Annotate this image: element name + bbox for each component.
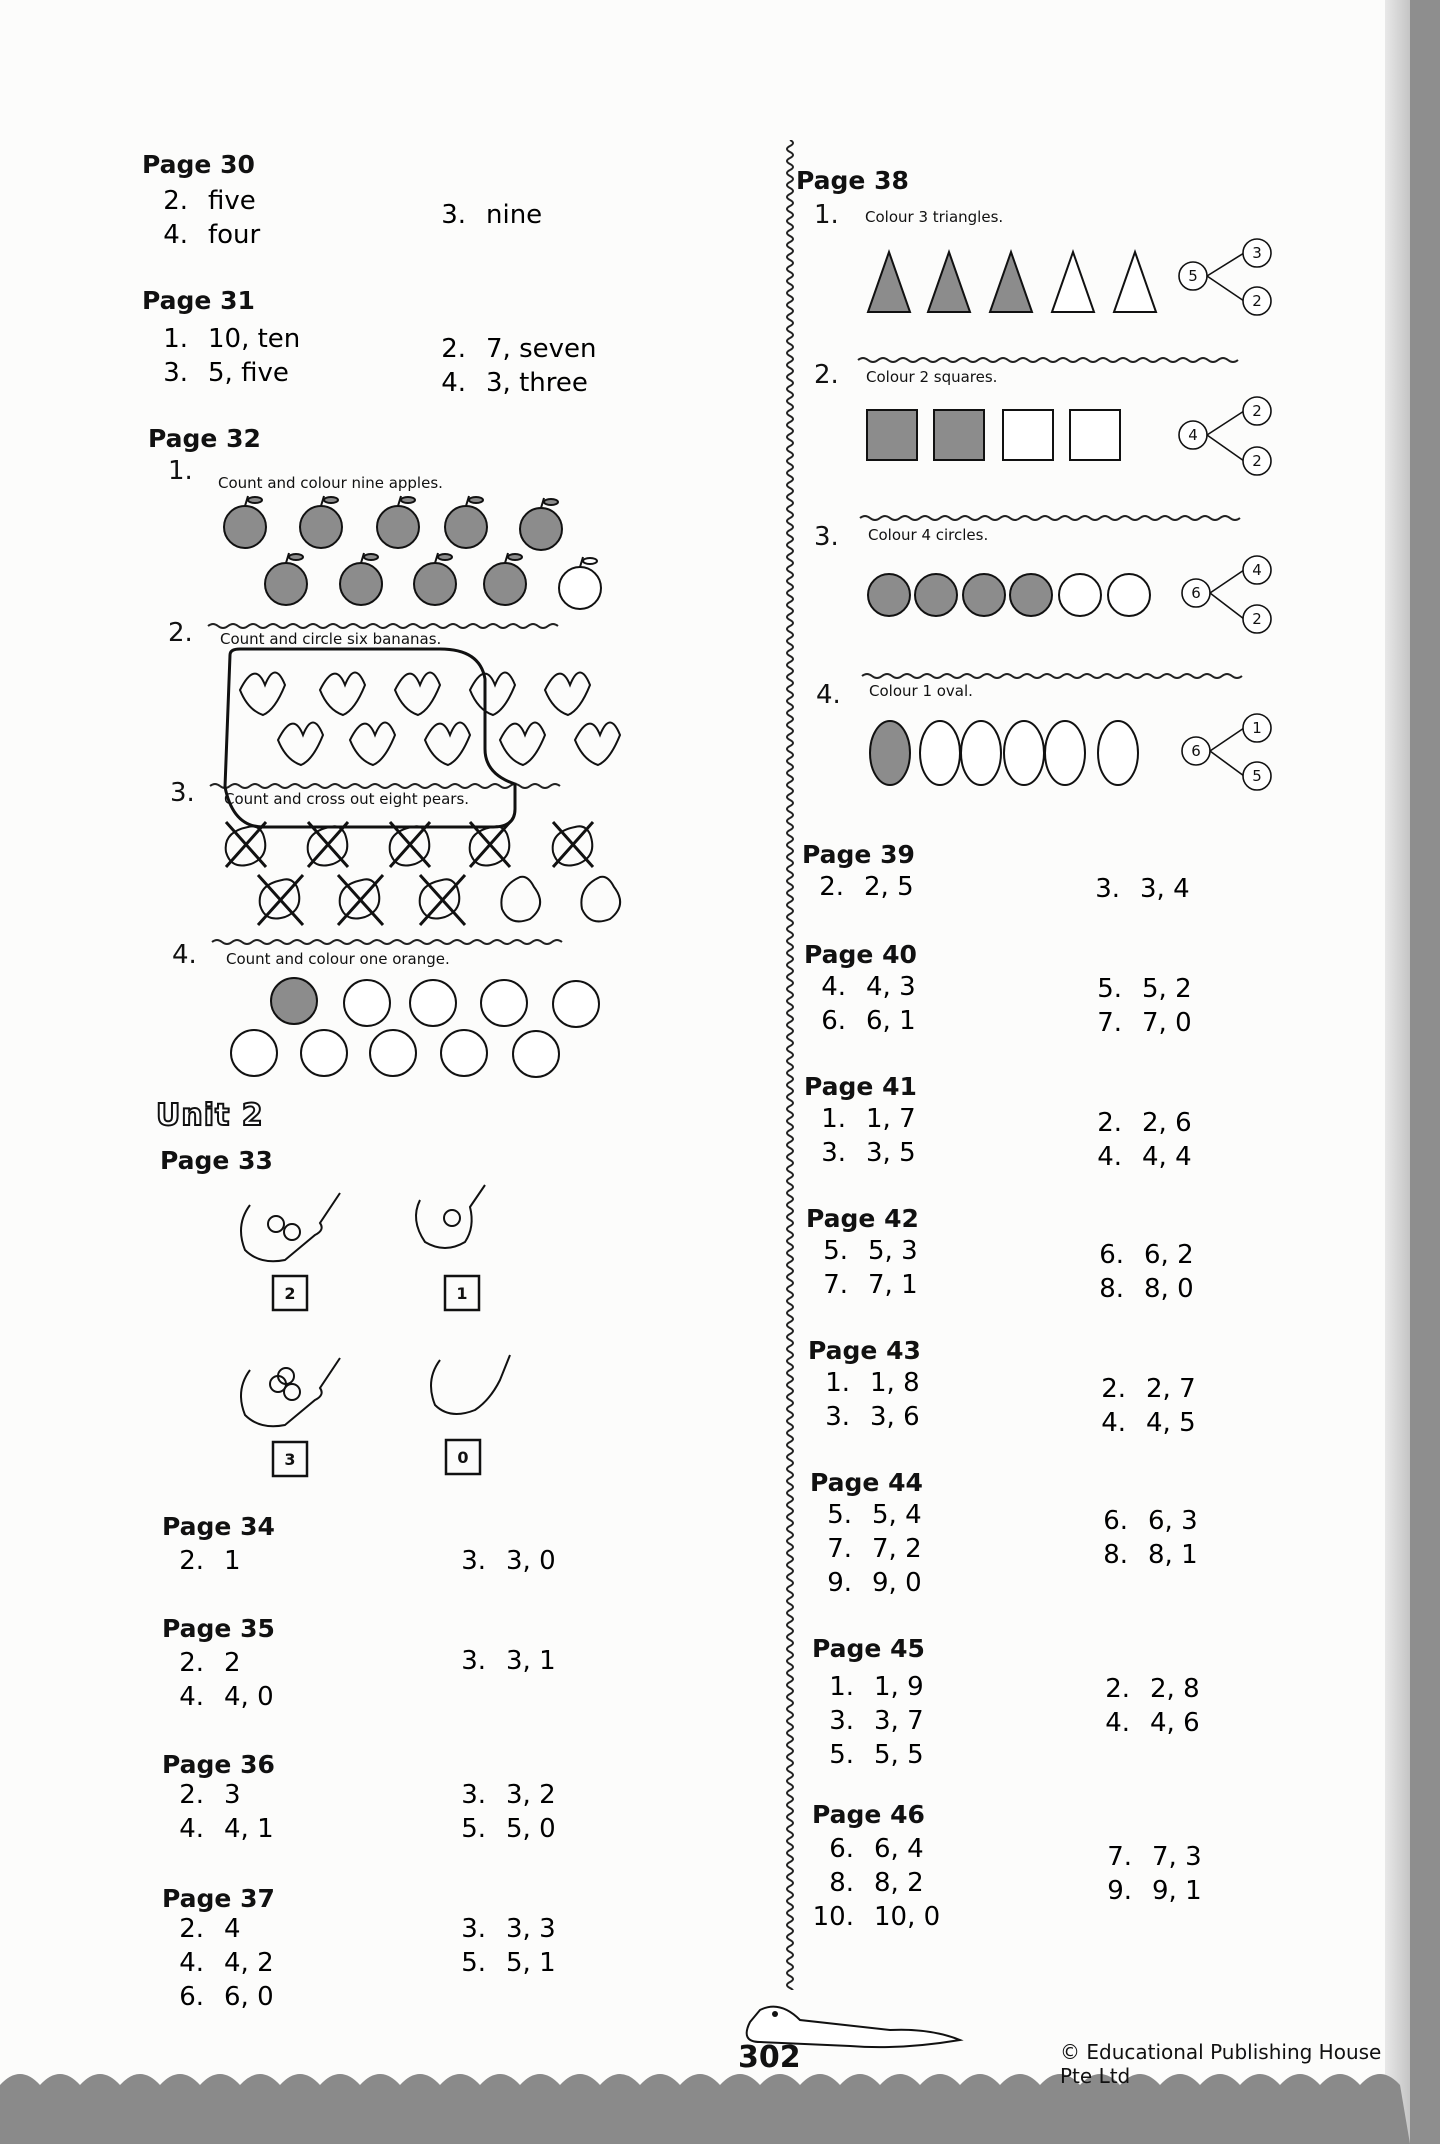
answer-number: 7. [827, 1534, 852, 1564]
section-title: Page 39 [802, 840, 915, 869]
answer-number: 6. [179, 1982, 204, 2012]
question-instruction: Colour 1 oval. [869, 682, 973, 700]
answer-number: 3. [821, 1138, 846, 1168]
answer-number: 3. [461, 1914, 486, 1944]
answer-text: 4, 5 [1146, 1408, 1196, 1438]
answer-number: 5. [827, 1500, 852, 1530]
unit-heading: Unit 2 [156, 1098, 264, 1133]
answer-number: 9. [1107, 1876, 1132, 1906]
answer-text: 4, 3 [866, 972, 916, 1002]
answer-text: 4, 4 [1142, 1142, 1192, 1172]
section-title: Page 40 [804, 940, 917, 969]
question-number: 3. [814, 522, 839, 552]
question-instruction: Colour 2 squares. [866, 368, 998, 386]
question-number: 4. [172, 940, 197, 970]
answer-number: 4. [179, 1948, 204, 1978]
answer-text: 2, 6 [1142, 1108, 1192, 1138]
answer-text: 4, 2 [224, 1948, 274, 1978]
answer-number: 2. [163, 186, 188, 216]
answer-number: 4. [1101, 1408, 1126, 1438]
bond-whole: 5 [1188, 267, 1198, 285]
answer-number: 2. [179, 1780, 204, 1810]
section-title: Page 32 [148, 424, 261, 453]
answer-text: 3, 1 [506, 1646, 556, 1676]
answer-text: 3, three [486, 368, 588, 398]
answer-number: 4. [821, 972, 846, 1002]
answer-text: 5, 2 [1142, 974, 1192, 1004]
section-title: Page 36 [162, 1750, 275, 1779]
answer-text: 8, 2 [874, 1868, 924, 1898]
answer-text: 1, 8 [870, 1368, 920, 1398]
question-instruction: Count and circle six bananas. [220, 630, 442, 648]
answer-number: 2. [179, 1914, 204, 1944]
answer-number: 4. [163, 220, 188, 250]
section-title: Page 44 [810, 1468, 923, 1497]
question-number: 2. [168, 618, 193, 648]
section-title: Page 34 [162, 1512, 275, 1541]
answer-text: 5, 5 [874, 1740, 924, 1770]
answer-number: 6. [1099, 1240, 1124, 1270]
question-instruction: Count and cross out eight pears. [224, 790, 470, 808]
bond-whole: 4 [1188, 426, 1198, 444]
section-title: Page 42 [806, 1204, 919, 1233]
answer-number: 2. [1097, 1108, 1122, 1138]
box-value: 0 [457, 1448, 469, 1467]
answer-text: nine [486, 200, 543, 230]
page-number: 302 [738, 2040, 801, 2075]
bond-part: 5 [1252, 767, 1262, 785]
answer-number: 7. [1097, 1008, 1122, 1038]
section-title: Page 30 [142, 150, 255, 179]
answer-number: 2. [179, 1546, 204, 1576]
answer-number: 10. [812, 1902, 854, 1932]
answer-text: 9, 0 [872, 1568, 922, 1598]
answer-text: five [208, 186, 256, 216]
answer-number: 3. [825, 1402, 850, 1432]
question-number: 4. [816, 680, 841, 710]
answer-text: 1 [224, 1546, 241, 1576]
answer-text: 10, ten [208, 324, 301, 354]
answer-text: 5, 0 [506, 1814, 556, 1844]
section-title: Page 33 [160, 1146, 273, 1175]
answer-number: 5. [1097, 974, 1122, 1004]
bond-part: 2 [1252, 610, 1262, 628]
answer-number: 2. [179, 1648, 204, 1678]
answer-text: 4 [224, 1914, 241, 1944]
answer-number: 1. [825, 1368, 850, 1398]
bond-part: 2 [1252, 292, 1262, 310]
answer-text: 3, 4 [1140, 874, 1190, 904]
box-value: 3 [284, 1450, 296, 1469]
question-number: 1. [814, 200, 839, 230]
answer-text: 5, 4 [872, 1500, 922, 1530]
answer-number: 9. [827, 1568, 852, 1598]
answer-number: 2. [1101, 1374, 1126, 1404]
answer-text: 3, 6 [870, 1402, 920, 1432]
answer-text: 7, seven [486, 334, 597, 364]
answer-text: 1, 9 [874, 1672, 924, 1702]
answer-number: 6. [1103, 1506, 1128, 1536]
answer-number: 3. [461, 1546, 486, 1576]
answer-number: 4. [179, 1682, 204, 1712]
answer-number: 7. [823, 1270, 848, 1300]
box-value: 2 [284, 1284, 296, 1303]
answer-text: 2 [224, 1648, 241, 1678]
answer-number: 6. [821, 1006, 846, 1036]
question-instruction: Colour 4 circles. [868, 526, 989, 544]
answer-text: 3, 7 [874, 1706, 924, 1736]
answer-text: 7, 3 [1152, 1842, 1202, 1872]
answer-number: 3. [163, 358, 188, 388]
answer-text: 5, five [208, 358, 289, 388]
box-value: 1 [456, 1284, 468, 1303]
answer-text: 8, 0 [1144, 1274, 1194, 1304]
answer-text: 7, 2 [872, 1534, 922, 1564]
answer-text: 3 [224, 1780, 241, 1810]
answer-text: 6, 0 [224, 1982, 274, 2012]
answer-text: 4, 1 [224, 1814, 274, 1844]
question-number: 1. [168, 456, 193, 486]
section-title: Page 31 [142, 286, 255, 315]
answer-number: 3. [461, 1646, 486, 1676]
answer-text: 2, 7 [1146, 1374, 1196, 1404]
bond-part: 1 [1252, 719, 1262, 737]
question-instruction: Count and colour one orange. [226, 950, 450, 968]
copyright-notice: © Educational Publishing House Pte Ltd [1060, 2040, 1382, 2088]
bond-part: 3 [1252, 244, 1262, 262]
answer-text: 10, 0 [874, 1902, 941, 1932]
answer-text: 4, 0 [224, 1682, 274, 1712]
answer-text: 8, 1 [1148, 1540, 1198, 1570]
answer-number: 7. [1107, 1842, 1132, 1872]
answer-number: 5. [461, 1948, 486, 1978]
answer-number: 8. [1099, 1274, 1124, 1304]
answer-text: four [208, 220, 261, 250]
answer-text: 3, 3 [506, 1914, 556, 1944]
answer-text: 9, 1 [1152, 1876, 1202, 1906]
answer-number: 4. [1097, 1142, 1122, 1172]
question-instruction: Colour 3 triangles. [865, 208, 1004, 226]
bond-part: 2 [1252, 452, 1262, 470]
answer-text: 7, 0 [1142, 1008, 1192, 1038]
answer-number: 4. [1105, 1708, 1130, 1738]
answer-text: 6, 2 [1144, 1240, 1194, 1270]
answer-text: 6, 3 [1148, 1506, 1198, 1536]
answer-number: 3. [829, 1706, 854, 1736]
answer-number: 8. [829, 1868, 854, 1898]
answer-number: 5. [461, 1814, 486, 1844]
bond-whole: 6 [1191, 584, 1201, 602]
section-title: Page 46 [812, 1800, 925, 1829]
answer-text: 5, 3 [868, 1236, 918, 1266]
answer-number: 8. [1103, 1540, 1128, 1570]
answer-number: 2. [441, 334, 466, 364]
section-title: Page 35 [162, 1614, 275, 1643]
bond-whole: 6 [1191, 742, 1201, 760]
answer-number: 5. [823, 1236, 848, 1266]
section-title: Page 45 [812, 1634, 925, 1663]
answer-number: 3. [441, 200, 466, 230]
answer-number: 2. [1105, 1674, 1130, 1704]
answer-text: 3, 0 [506, 1546, 556, 1576]
answer-text: 7, 1 [868, 1270, 918, 1300]
question-instruction: Count and colour nine apples. [218, 474, 443, 492]
answer-text: 5, 1 [506, 1948, 556, 1978]
answer-number: 3. [1095, 874, 1120, 904]
answer-text: 2, 8 [1150, 1674, 1200, 1704]
answer-number: 1. [821, 1104, 846, 1134]
answer-number: 3. [461, 1780, 486, 1810]
section-title: Page 37 [162, 1884, 275, 1913]
answer-number: 4. [441, 368, 466, 398]
answer-number: 4. [179, 1814, 204, 1844]
answer-text: 1, 7 [866, 1104, 916, 1134]
section-title: Page 38 [796, 166, 909, 195]
answer-number: 6. [829, 1834, 854, 1864]
section-title: Page 41 [804, 1072, 917, 1101]
answer-text: 6, 1 [866, 1006, 916, 1036]
bond-part: 2 [1252, 402, 1262, 420]
question-number: 2. [814, 360, 839, 390]
answer-number: 5. [829, 1740, 854, 1770]
section-title: Page 43 [808, 1336, 921, 1365]
answer-text: 2, 5 [864, 872, 914, 902]
answer-text: 3, 2 [506, 1780, 556, 1810]
answer-number: 2. [819, 872, 844, 902]
answer-number: 1. [163, 324, 188, 354]
bond-part: 4 [1252, 561, 1262, 579]
question-number: 3. [170, 778, 195, 808]
answer-number: 1. [829, 1672, 854, 1702]
answer-text: 6, 4 [874, 1834, 924, 1864]
answer-text: 3, 5 [866, 1138, 916, 1168]
answer-text: 4, 6 [1150, 1708, 1200, 1738]
